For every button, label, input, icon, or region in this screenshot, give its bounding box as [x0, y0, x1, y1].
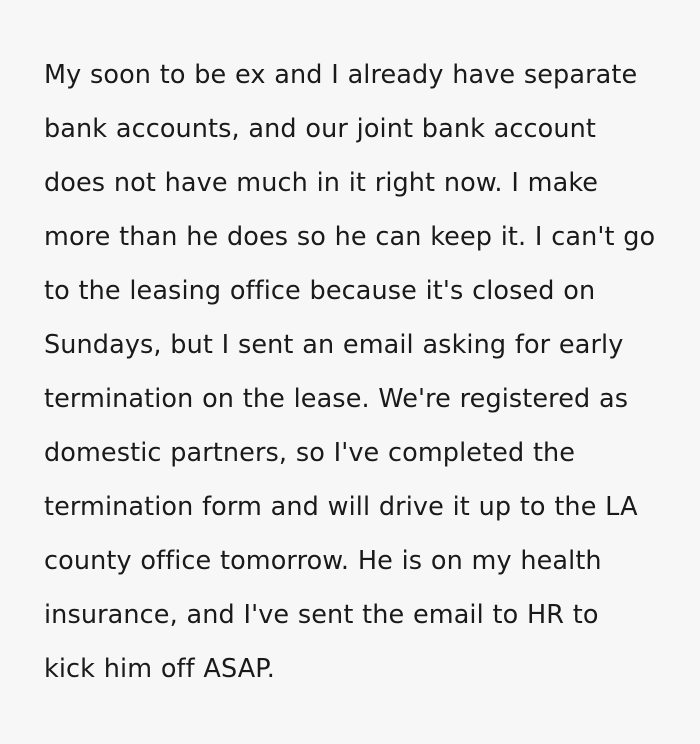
body-paragraph: My soon to be ex and I already have separate bank accounts, and our joint bank account does not have much in it right now. I make more than he does so he can keep it. I can't go to the leasing office because it's closed on Sundays, but I sent an email asking for early termination on the lease. We're registered as domestic partners, so I've completed the termination form and will drive it up to the LA county office tomorrow. He is on my health insurance, and I've sent the email to HR to kick him off ASAP.: [44, 59, 656, 684]
